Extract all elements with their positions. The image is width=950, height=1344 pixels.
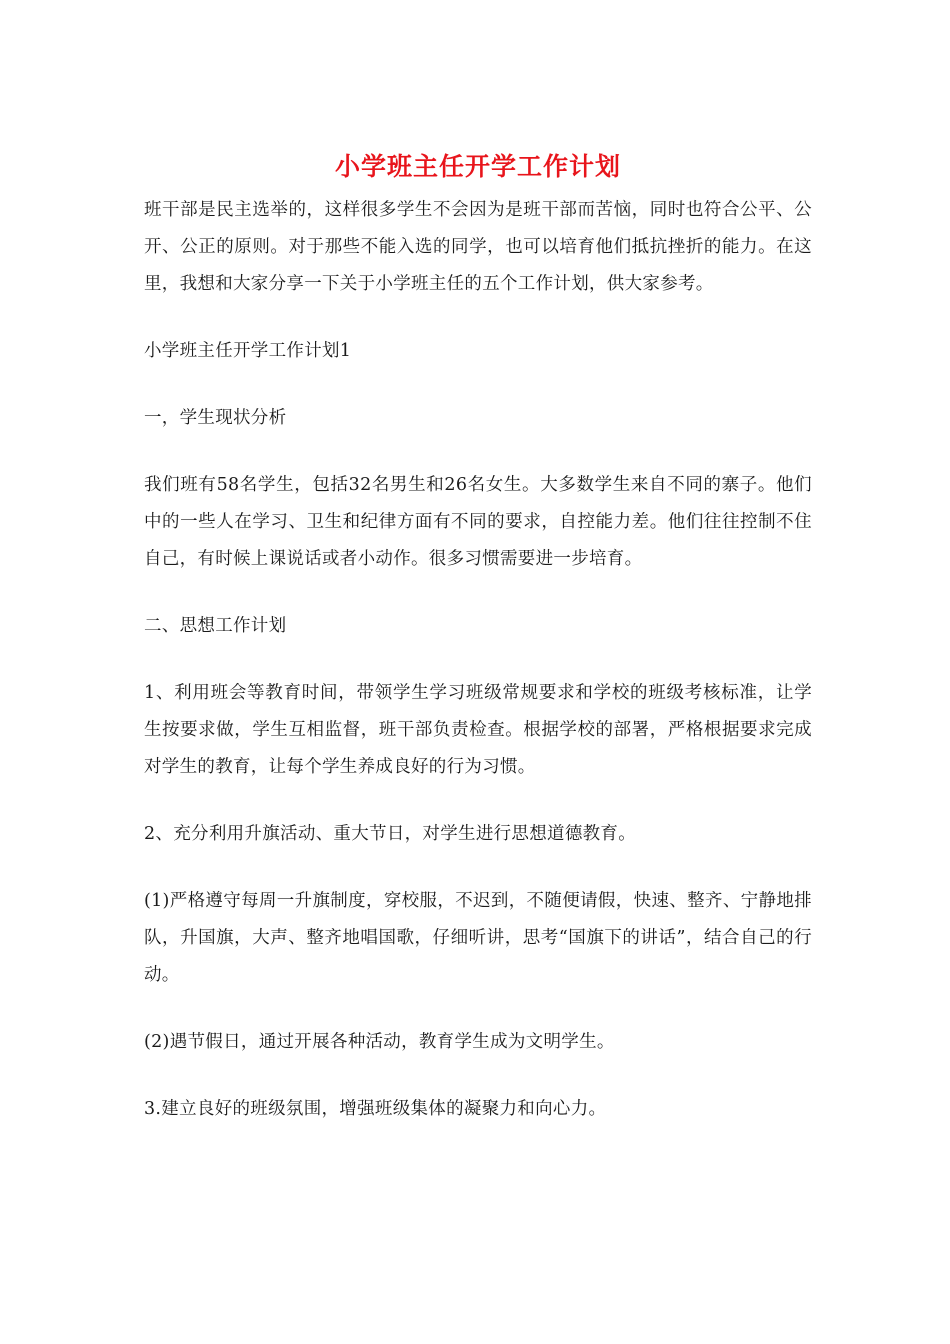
paragraph-gap [144,853,812,883]
item1-paragraph: 1、利用班会等教育时间，带领学生学习班级常规要求和学校的班级考核标准，让学生按要求做，学生互相监督，班干部负责检查。根据学校的部署，严格根据要求完成对学生的教育，让每个学生养成良好的行为习惯。 [144,683,812,777]
paragraph-gap [144,645,812,675]
item3-paragraph: 3.建立良好的班级氛围，增强班级集体的凝聚力和向心力。 [144,1099,607,1119]
document-body [144,148,812,1128]
document-title: 小学班主任开学工作计划 [334,152,621,181]
section2-heading: 二、思想工作计划 [144,616,287,636]
plan-heading: 小学班主任开学工作计划1 [144,341,352,361]
item2-sub2-paragraph: (2)遇节假日，通过开展各种活动，教育学生成为文明学生。 [144,1032,615,1052]
paragraph-gap [144,1061,812,1091]
intro-paragraph: 班干部是民主选举的，这样很多学生不会因为是班干部而苦恼，同时也符合公平、公开、公正的原则。对于那些不能入选的同学，也可以培育他们抵抗挫折的能力。在这里，我想和大家分享一下关于小学班主任的五个工作计划，供大家参考。 [144,200,812,294]
paragraph-gap [144,437,812,467]
paragraph-gap [144,578,812,608]
item2-paragraph: 2、充分利用升旗活动、重大节日，对学生进行思想道德教育。 [144,824,637,844]
paragraph-gap [144,370,812,400]
section1-heading: 一，学生现状分析 [144,408,287,428]
paragraph-gap [144,303,812,333]
section1-paragraph: 我们班有58名学生，包括32名男生和26名女生。大多数学生来自不同的寨子。他们中的一些人在学习、卫生和纪律方面有不同的要求，自控能力差。他们往往控制不住自己，有时候上课说话或者小动作。很多习惯需要进一步培育。 [144,475,812,569]
paragraph-gap [144,994,812,1024]
item2-sub1-paragraph: (1)严格遵守每周一升旗制度，穿校服，不迟到，不随便请假，快速、整齐、宁静地排队，升国旗，大声、整齐地唱国歌，仔细听讲，思考“国旗下的讲话”，结合自己的行动。 [144,891,812,985]
paragraph-gap [144,786,812,816]
